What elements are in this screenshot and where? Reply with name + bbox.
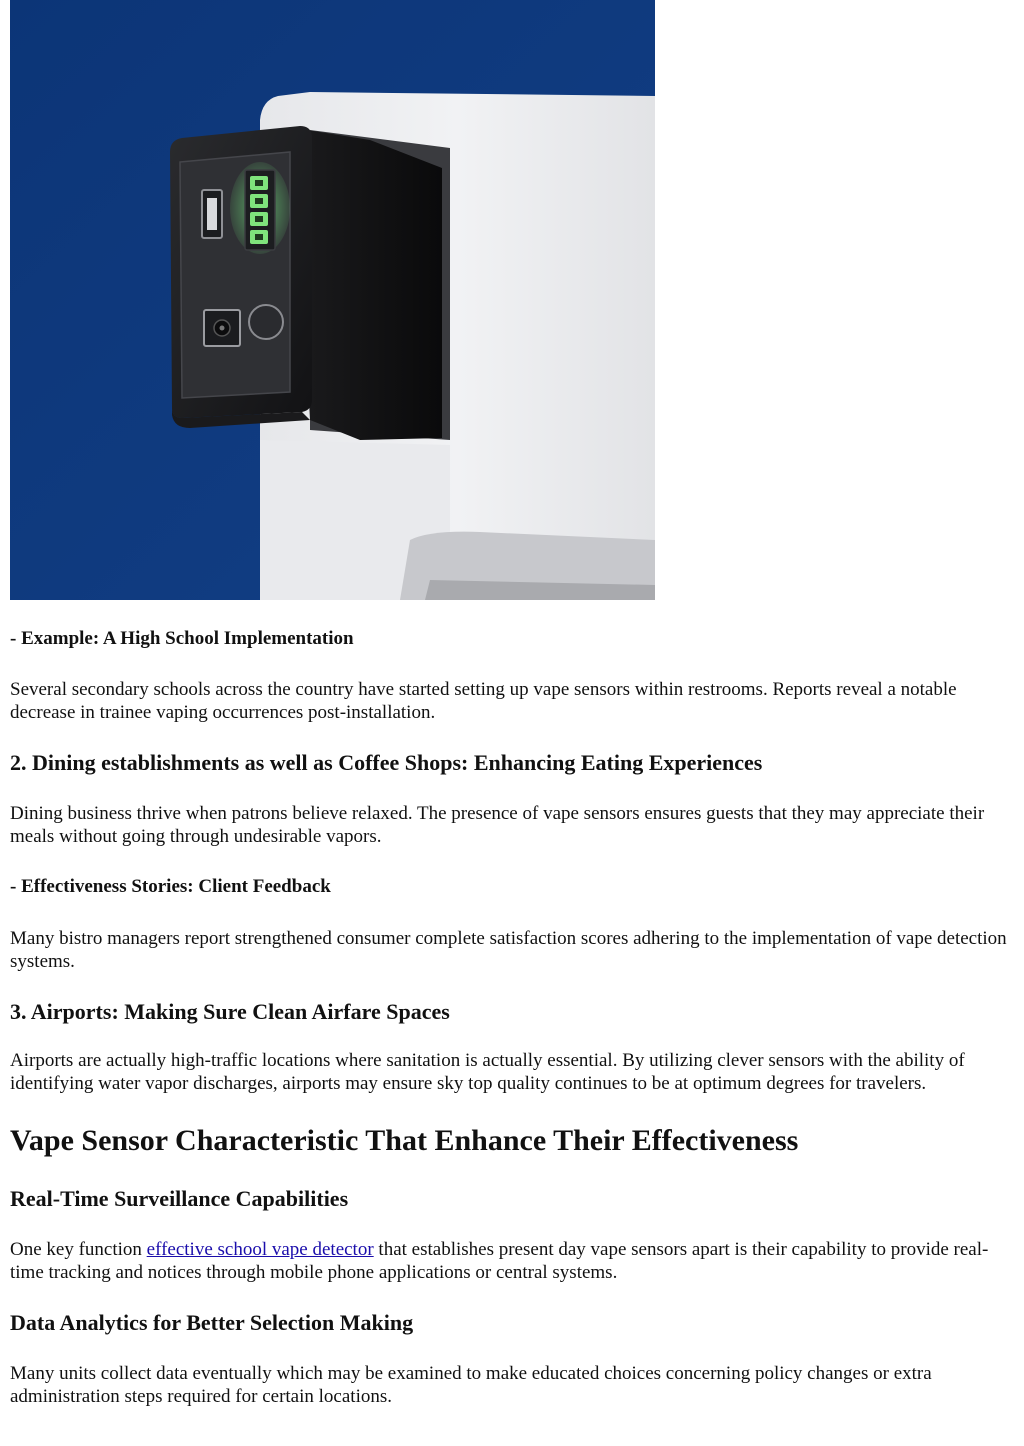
paragraph-dining: Dining business thrive when patrons believe relaxed. The presence of vape sensors ensures guests that they may appreciate their meals without going through undesirable vapors. <box>10 803 985 847</box>
paragraph-example: Several secondary schools across the country have started setting up vape sensors within restrooms. Reports reveal a notable decrease in trainee vaping occurrences post-installation. <box>10 679 957 723</box>
paragraph-realtime <box>10 1238 1014 1284</box>
heading-realtime: Real-Time Surveillance Capabilities <box>10 1186 349 1211</box>
paragraph-airports: Airports are actually high-traffic locations where sanitation is actually essential. By utilizing clever sensors with the ability of identifying water vapor discharges, airports may ensure sky top quality continues to be at optimum degrees for travelers. <box>10 1050 965 1094</box>
paragraph-realtime-text-start: One key function <box>10 1239 147 1260</box>
paragraph-realtime-text-end: that establishes present day vape sensors apart is their capability to provide real-time tracking and notices through mobile phone applications or central systems. <box>10 1239 989 1283</box>
effective-school-vape-detector-link[interactable]: effective school vape detector <box>146 1239 374 1260</box>
vape-sensor-illustration <box>10 0 655 600</box>
heading-dining: 2. Dining establishments as well as Coffee Shops: Enhancing Eating Experiences <box>10 750 763 775</box>
heading-analytics: Data Analytics for Better Selection Making <box>10 1310 414 1335</box>
heading-airports: 3. Airports: Making Sure Clean Airfare Spaces <box>10 999 450 1024</box>
heading-stories: - Effectiveness Stories: Client Feedback <box>10 876 331 897</box>
vape-sensor-product-image <box>10 0 655 600</box>
paragraph-stories: Many bistro managers report strengthened consumer complete satisfaction scores adhering to the implementation of vape detection systems. <box>10 928 1007 972</box>
heading-features: Vape Sensor Characteristic That Enhance Their Effectiveness <box>10 1124 799 1157</box>
heading-example: - Example: A High School Implementation <box>10 628 354 649</box>
paragraph-analytics: Many units collect data eventually which may be examined to make educated choices concerning policy changes or extra administration steps required for certain locations. <box>10 1363 932 1407</box>
